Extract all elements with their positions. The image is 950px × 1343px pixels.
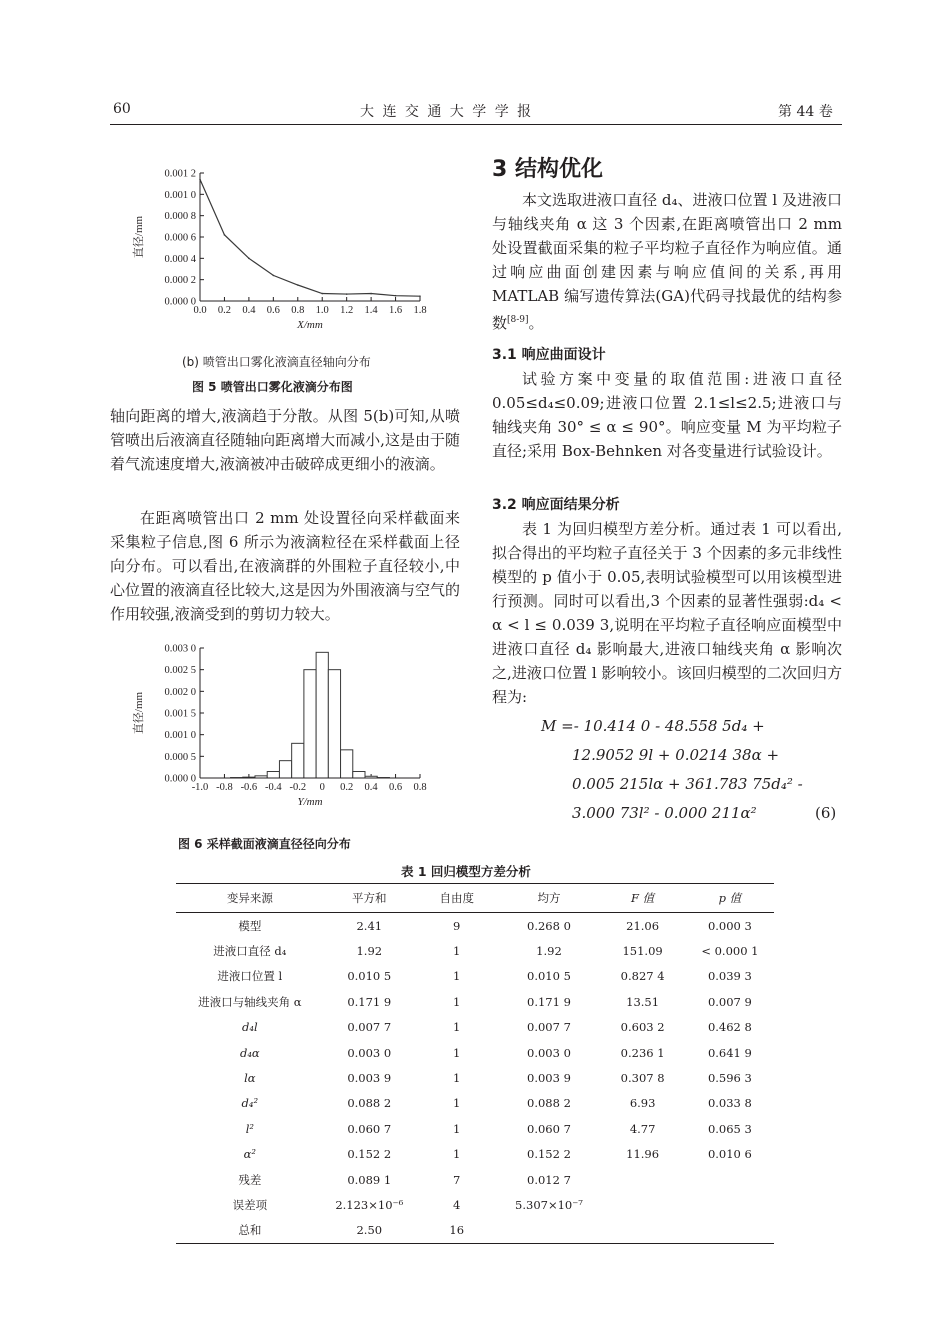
table-row — [176, 1167, 774, 1192]
table-header-row — [176, 884, 774, 913]
equation-line-4: 3.000 73l² - 0.000 211α² — [572, 804, 757, 822]
table-cell: 误差项 — [232, 1197, 268, 1212]
table-cell: 0.007 9 — [707, 994, 752, 1009]
right-paragraph-1-text: 本文选取进液口直径 d₄、进液口位置 l 及进液口与轴线夹角 α 这 3 个因素,在距离喷管出口 2 mm 处设置截面采集的粒子平均粒子直径作为响应值。通过响应曲面创建因素与响应值间的关系,再用 MATLAB 编写遗传算法(GA)代码寻找最优的结构参数 — [492, 191, 842, 332]
table-row — [176, 1192, 774, 1217]
histogram-bar — [316, 652, 328, 778]
figure6-caption: 图 6 采样截面液滴直径径向分布 — [178, 837, 351, 851]
y-tick-label: 0.001 0 — [164, 189, 196, 201]
section-title: 3 结构优化 — [492, 157, 603, 182]
table-cell: 0.603 2 — [620, 1020, 665, 1035]
y-tick-label: 0.002 5 — [164, 665, 196, 677]
table-cell: 6.93 — [629, 1096, 656, 1111]
equation-line-1: M =- 10.414 0 - 48.558 5d₄ + — [541, 717, 765, 735]
histogram-bar — [353, 772, 365, 779]
data-point — [273, 275, 275, 277]
data-point — [321, 293, 323, 295]
table-row — [176, 1218, 774, 1244]
y-tick-label: 0.000 4 — [164, 253, 196, 265]
table-cell — [599, 1167, 685, 1192]
table-cell: 1.92 — [536, 944, 562, 959]
journal-title: 大 连 交 通 大 学 学 报 — [360, 104, 534, 120]
table-cell: < 0.000 1 — [701, 944, 759, 959]
table-cell: 1 — [453, 994, 461, 1009]
table-cell: 9 — [453, 918, 461, 933]
table-cell: 0.268 0 — [527, 918, 571, 933]
page-number: 60 — [113, 101, 131, 117]
table-cell: α² — [243, 1147, 257, 1162]
y-tick-label: 0.002 0 — [164, 686, 196, 698]
table-cell: 0.171 9 — [527, 994, 571, 1009]
table-cell: 0.065 3 — [707, 1121, 752, 1136]
x-tick-label: -0.2 — [289, 782, 307, 793]
table-row — [176, 1040, 774, 1065]
table-cell: 0.236 1 — [620, 1045, 665, 1060]
x-tick-label: 0 — [319, 782, 325, 793]
y-tick-label: 0.000 5 — [164, 751, 196, 763]
table-cell: 0.152 2 — [527, 1147, 571, 1162]
table-cell: 进液口直径 d₄ — [213, 944, 287, 959]
x-tick-label: 0.4 — [242, 305, 256, 316]
table-row — [176, 913, 774, 939]
table-cell: 1 — [453, 1071, 461, 1086]
x-tick-label: 0.8 — [413, 782, 427, 793]
table-cell: 1 — [453, 1045, 461, 1060]
histogram-bar — [279, 761, 291, 778]
citation-ref: [8-9] — [507, 315, 529, 325]
table-cell: 7 — [453, 1172, 461, 1187]
table-cell: 0.152 2 — [347, 1147, 392, 1162]
table-cell: 0.088 2 — [347, 1096, 392, 1111]
y-tick-label: 0.000 2 — [164, 275, 196, 287]
table1-caption: 表 1 回归模型方差分析 — [401, 864, 531, 879]
table-cell: 1 — [453, 1096, 461, 1111]
table-cell — [686, 1167, 774, 1192]
table-cell: 0.088 2 — [527, 1096, 571, 1111]
x-tick-label: -0.8 — [216, 782, 233, 793]
table-cell: 13.51 — [626, 994, 660, 1009]
histogram-bar — [328, 670, 340, 778]
table-cell: 模型 — [238, 918, 262, 933]
x-tick-label: 1.8 — [413, 305, 427, 316]
table-cell: 151.09 — [622, 944, 663, 959]
table-cell: 0.462 8 — [707, 1020, 752, 1035]
y-tick-label: 0.001 0 — [164, 730, 196, 742]
table-header-cell: 自由度 — [415, 884, 499, 913]
table-cell: 0.089 1 — [347, 1172, 392, 1187]
table-cell: 1 — [453, 969, 461, 984]
x-axis-label: X/mm — [297, 319, 323, 331]
table-cell: 1 — [453, 1121, 461, 1136]
table-cell: 1.92 — [356, 944, 383, 959]
table-cell: 5.307×10⁻⁷ — [515, 1197, 583, 1212]
table-cell: 2.123×10⁻⁶ — [335, 1197, 404, 1212]
table-row — [176, 1065, 774, 1090]
data-point — [199, 179, 201, 181]
table-cell: 2.41 — [356, 918, 383, 933]
equation-line-3: 0.005 215lα + 361.783 75d₄² - — [572, 775, 803, 793]
table-cell: l² — [245, 1121, 254, 1136]
left-paragraph-2: 在距离喷管出口 2 mm 处设置径向采样截面来采集粒子信息,图 6 所示为液滴粒径在采样截面上径向分布。可以看出,在液滴群的外围粒子直径较小,中心位置的液滴直径比较大,这是因为外围液滴与空气的作用较强,液滴受到的剪切力较大。 — [110, 509, 460, 623]
table-cell: d₄α — [239, 1045, 260, 1060]
equation-line-2: 12.9052 9l + 0.0214 38α + — [572, 746, 780, 764]
table-cell: 1 — [453, 944, 461, 959]
x-tick-label: 0.6 — [266, 305, 280, 316]
table-header-cell: 均方 — [499, 884, 600, 913]
table-row — [176, 1091, 774, 1116]
table-cell: 进液口位置 l — [217, 969, 283, 984]
table-cell — [686, 1192, 774, 1217]
data-line — [200, 179, 420, 296]
x-tick-label: -0.4 — [265, 782, 282, 793]
histogram-bar — [292, 743, 304, 778]
table-cell: 1 — [453, 1020, 461, 1035]
table-cell: d₄l — [242, 1020, 258, 1035]
table-cell: 1 — [453, 1147, 461, 1162]
table-cell: 0.007 7 — [347, 1020, 392, 1035]
table-header-cell: F 值 — [599, 884, 685, 913]
table-row — [176, 989, 774, 1014]
y-tick-label: 0.003 0 — [164, 643, 196, 655]
table-cell — [599, 1192, 685, 1217]
table-header-cell: 平方和 — [324, 884, 415, 913]
table-cell: 0.641 9 — [707, 1045, 752, 1060]
y-tick-label: 0.000 8 — [164, 211, 196, 223]
table-cell: 0.007 7 — [527, 1020, 571, 1035]
header-rule — [110, 124, 842, 125]
data-point — [370, 293, 372, 295]
table-cell: 0.000 3 — [707, 918, 752, 933]
x-tick-label: 1.4 — [364, 305, 378, 316]
table-cell: 总和 — [176, 1218, 324, 1244]
table-cell: 16 — [415, 1218, 499, 1244]
x-tick-label: -1.0 — [191, 782, 209, 793]
table-cell: 0.003 9 — [527, 1071, 571, 1086]
table-cell: 0.596 3 — [707, 1071, 752, 1086]
table-cell — [499, 1218, 600, 1244]
table-cell: 0.060 7 — [347, 1121, 392, 1136]
table-cell: 11.96 — [626, 1147, 660, 1162]
x-tick-label: 0.0 — [193, 305, 207, 316]
histogram-bar — [267, 772, 279, 779]
table-cell: 4 — [453, 1197, 461, 1212]
y-axis-label: 直径/mm — [133, 691, 145, 735]
x-tick-label: 1.2 — [340, 305, 354, 316]
table-cell: 0.307 8 — [620, 1071, 665, 1086]
data-point — [346, 293, 348, 295]
table-cell: 0.033 8 — [707, 1096, 752, 1111]
x-axis-label: Y/mm — [297, 796, 323, 808]
table-cell: 2.50 — [324, 1218, 415, 1244]
y-tick-label: 0.001 5 — [164, 708, 196, 720]
right-paragraph-1 — [492, 188, 842, 335]
table-cell: 残差 — [238, 1172, 262, 1187]
y-tick-label: 0.001 2 — [164, 168, 196, 180]
figure5b-subcaption: (b) 喷管出口雾化液滴直径轴向分布 — [182, 355, 371, 369]
anova-table — [176, 883, 774, 1244]
left-paragraph-1: 轴向距离的增大,液滴趋于分散。从图 5(b)可知,从喷管喷出后液滴直径随轴向距离增大而减小,这是由于随着气流速度增大,液滴被冲击破碎成更细小的液滴。 — [110, 407, 460, 473]
table-row — [176, 964, 774, 989]
subsection-3-1-title: 3.1 响应曲面设计 — [492, 347, 606, 363]
table-cell: 进液口与轴线夹角 α — [198, 994, 302, 1009]
table-cell: d₄² — [241, 1096, 259, 1111]
y-tick-label: 0.000 0 — [164, 773, 196, 785]
table-cell: 0.012 7 — [527, 1172, 571, 1187]
y-tick-label: 0.000 0 — [164, 296, 196, 308]
table-row — [176, 938, 774, 963]
subsection-3-2-title: 3.2 响应面结果分析 — [492, 497, 620, 513]
data-point — [297, 284, 299, 286]
table-cell: 0.003 0 — [527, 1045, 571, 1060]
x-tick-label: 0.2 — [340, 782, 354, 793]
figure6-chart — [130, 638, 450, 823]
equation-number: (6) — [815, 804, 837, 822]
right-paragraph-3: 表 1 为回归模型方差分析。通过表 1 可以看出,拟合得出的平均粒子直径关于 3 个因素的多元非线性模型的 p 值小于 0.05,表明试验模型可以用该模型进行预测。同时可以看出,3 个因素的显著性强弱:d₄ < α < l ≤ 0.039 3,说明在平均粒子直径响应面模型中进液口直径 d₄ 影响最大,进液口轴线夹角 α 影响次之,进液口位置 l 影响较小。该回归模型的二次回归方程为: — [492, 520, 842, 706]
data-point — [395, 295, 397, 297]
table-row — [176, 1142, 774, 1167]
table-cell: 0.827 4 — [620, 969, 665, 984]
table-row — [176, 1116, 774, 1141]
x-tick-label: 0.8 — [291, 305, 305, 316]
right-paragraph-2: 试验方案中变量的取值范围:进液口直径 0.05≤d₄≤0.09;进液口位置 2.1≤l≤2.5;进液口与轴线夹角 30° ≤ α ≤ 90°。响应变量 M 为平均粒子直径;采用 Box-Behnken 对各变量进行试验设计。 — [492, 370, 842, 460]
table-cell — [686, 1218, 774, 1244]
x-tick-label: 1.6 — [388, 305, 403, 316]
x-tick-label: -0.6 — [240, 782, 258, 793]
right-paragraph-1-end: 。 — [528, 314, 544, 332]
table-cell: 0.060 7 — [527, 1121, 571, 1136]
table-cell: 0.039 3 — [707, 969, 752, 984]
table-cell: 4.77 — [629, 1121, 656, 1136]
figure5-caption: 图 5 喷管出口雾化液滴分布图 — [192, 380, 353, 394]
y-tick-label: 0.000 6 — [164, 232, 196, 244]
y-axis-label: 直径/mm — [133, 215, 145, 259]
table-cell: 0.003 0 — [347, 1045, 392, 1060]
x-tick-label: 0.6 — [388, 782, 403, 793]
table-cell: 0.171 9 — [347, 994, 392, 1009]
table-cell — [599, 1218, 685, 1244]
table-header-cell: p 值 — [686, 884, 774, 913]
table-header-cell: 变异来源 — [176, 884, 324, 913]
histogram-bar — [341, 750, 353, 778]
table-cell: 0.003 9 — [347, 1071, 392, 1086]
figure5b-chart — [130, 155, 450, 345]
data-point — [224, 234, 226, 236]
table-cell: lα — [244, 1071, 256, 1086]
table-cell: 21.06 — [626, 918, 660, 933]
x-tick-label: 0.2 — [217, 305, 232, 316]
table-cell: 0.010 5 — [527, 969, 571, 984]
data-point — [419, 295, 421, 297]
x-tick-label: 1.0 — [315, 305, 329, 316]
table-cell: 0.010 5 — [347, 969, 392, 984]
data-point — [248, 258, 250, 260]
x-tick-label: 0.4 — [364, 782, 378, 793]
table-row — [176, 1015, 774, 1040]
histogram-bar — [304, 670, 316, 778]
table-cell: 0.010 6 — [707, 1147, 752, 1162]
volume-label: 第 44 卷 — [778, 104, 833, 120]
